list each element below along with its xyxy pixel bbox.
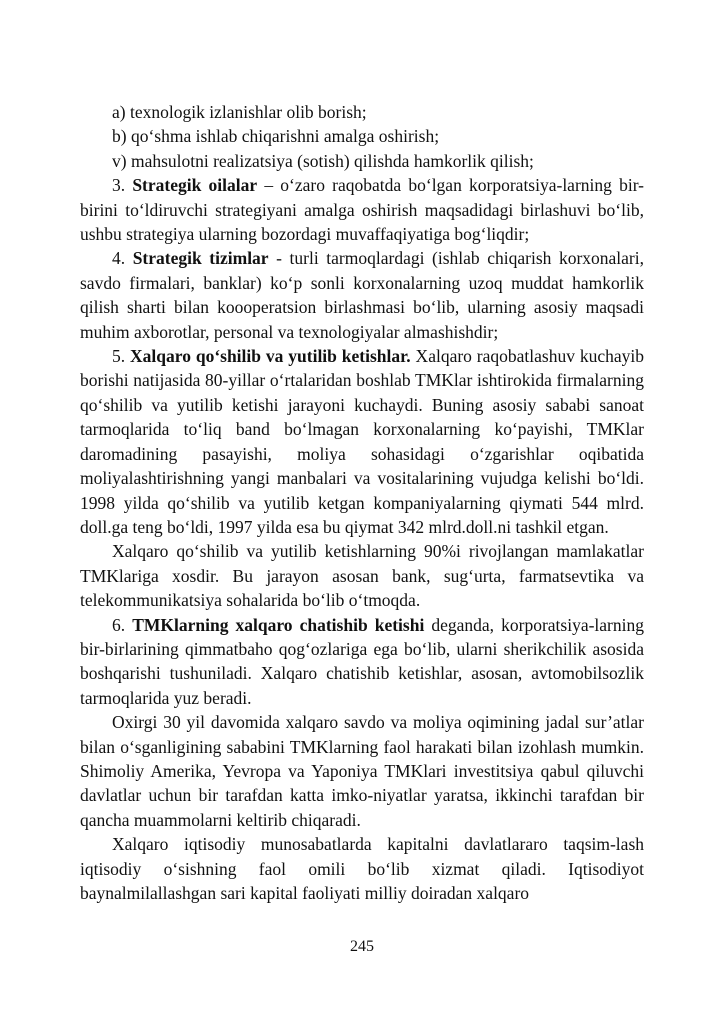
page-body [80,100,644,905]
page-number: 245 [350,938,374,955]
term-mergers: Xalqaro qo‘shilib va yutilib ketishlar. [130,346,411,367]
paragraph-mergers-share: Xalqaro qo‘shilib va yutilib ketishlarning 90%i rivojlangan mamlakatlar TMKlariga xosdir. Bu jarayon asosan bank, sug‘urta, farmatsevtika va telekommunikatsiya sohalarida bo‘lib o‘tmoqda. [80,541,644,611]
paragraph-strategic-systems [80,246,644,344]
paragraph-cross-holdings [80,613,644,711]
paragraph-mergers [80,344,644,539]
paragraph-text: deganda, korporatsiya-larning bir-birlarining qimmatbaho qog‘ozlariga ega bo‘lib, ularni sherikchilik asosida boshqarishi tushuniladi. Xalqaro chatishib ketishlar, asosan, avtomobilsozlik tarmoqlarida yuz beradi. [80,614,644,708]
paragraph-number: 3. [112,175,133,196]
paragraph-text: - turli tarmoqlardagi (ishlab chiqarish korxonalari, savdo firmalari, banklar) ko‘p sonli korxonalarning uzoq muddat hamkorlik qilish sharti bilan koooperatsion birlashmasi bo‘lib, ularning asosiy maqsadi muhim axborotlar, personal va texnologiyalar almashishdir; [80,248,644,342]
paragraph-strategic-families [80,173,644,246]
paragraph-text: Xalqaro raqobatlashuv kuchayib borishi natijasida 80-yillar o‘rtalaridan boshlab TMKlar ishtirokida firmalarning qo‘shilib va yutilib ketishi jarayoni kuchaydi. Buning asosiy sababi sanoat tarmoqlarida to‘liq band bo‘lmagan korxonalarning ko‘payishi, TMKlar daromadining pasayishi, moliya sohasidagi o‘zgarishlar oqibatida moliyalashtirishning yangi manbalari va vositalarining vujudga kelishi bo‘ldi. 1998 yilda qo‘shilib va yutilib ketgan kompaniyalarning qiymati 544 mlrd. doll.ga teng bo‘ldi, 1997 yilda esa bu qiymat 342 mlrd.doll.ni tashkil etgan. [80,346,644,537]
paragraph-capital: Xalqaro iqtisodiy munosabatlarda kapitalni davlatlararo taqsim-lash iqtisodiy o‘sishning faol omili bo‘lib xizmat qiladi. Iqtisodiyot baynalmilallashgan sari kapital faoliyati milliy doiradan xalqaro [80,834,644,903]
list-item-a: a) texnologik izlanishlar olib borish; [112,102,367,122]
term-strategic-systems: Strategik tizimlar [132,248,269,269]
term-strategic-families: Strategik oilalar [132,175,258,196]
paragraph-number: 5. [112,346,131,367]
list-item-v: v) mahsulotni realizatsiya (sotish) qilishda hamkorlik qilish; [112,150,534,171]
paragraph-last-30-years: Oxirgi 30 yil davomida xalqaro savdo va moliya oqimining jadal sur’atlar bilan o‘sganligining sababini TMKlarning faol harakati bilan izohlash mumkin. Shimoliy Amerika, Yevropa va Yaponiya TMKlari investitsiya qabul qiluvchi davlatlar uchun bir tarafdan katta imko-niyatlar yaratsa, ikkinchi tarafdan bir qancha muammolarni keltirib chiqaradi. [80,712,644,830]
list-item-b: b) qo‘shma ishlab chiqarishni amalga oshirish; [112,126,440,147]
term-cross-holdings: TMKlarning xalqaro chatishib ketishi [132,614,425,635]
paragraph-number: 6. [112,614,133,635]
paragraph-number: 4. [112,248,133,269]
paragraph-text: – o‘zaro raqobatda bo‘lgan korporatsiya-larning bir-birini to‘ldiruvchi strategiyani amalga oshirish maqsadidagi birlashuvi bo‘lib, ushbu strategiya ularning bozordagi muvaffaqiyatiga bog‘liqdir; [80,175,645,245]
